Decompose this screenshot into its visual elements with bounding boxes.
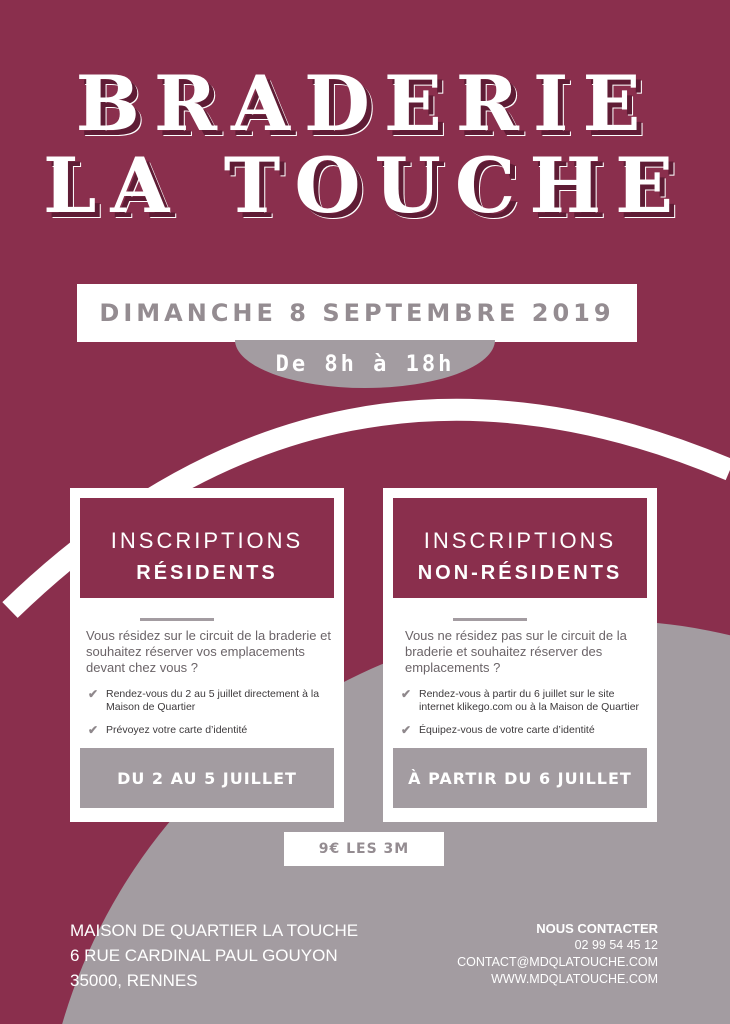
card-bullet-text: Rendez-vous du 2 au 5 juillet directement à la Maison de Quartier — [106, 688, 320, 713]
checkmark-icon: ✔ — [401, 723, 412, 737]
event-date: DIMANCHE 8 SEPTEMBRE 2019 — [99, 299, 615, 327]
card-bullet — [401, 688, 647, 714]
card-bullet — [88, 688, 334, 714]
price-text: 9€ LES 3M — [318, 841, 410, 857]
card-residents — [70, 488, 344, 822]
card-subheading: NON-RÉSIDENTS — [417, 562, 623, 584]
card-footer — [393, 748, 647, 808]
address-block — [70, 918, 358, 993]
contact-email[interactable]: CONTACT@MDQLATOUCHE.COM — [457, 955, 658, 969]
card-heading: INSCRIPTIONS — [423, 528, 617, 553]
date-banner — [77, 284, 637, 342]
card-intro-text: Vous résidez sur le circuit de la braderie et souhaitez réserver vos emplacements devant chez vous ? — [86, 628, 331, 675]
contact-title: NOUS CONTACTER — [536, 921, 658, 936]
card-header — [80, 498, 334, 598]
checkmark-icon: ✔ — [88, 687, 99, 701]
card-bullet-text: Rendez-vous à partir du 6 juillet sur le site internet klikego.com ou à la Maison de Quartier — [419, 688, 640, 713]
address-line: 6 RUE CARDINAL PAUL GOUYON — [70, 946, 338, 965]
card-non-residents — [383, 488, 657, 822]
contact-block — [457, 920, 658, 988]
title-braderie: BRADERIE — [75, 59, 655, 148]
card-footer-text: À PARTIR DU 6 JUILLET — [408, 768, 632, 788]
address-line: MAISON DE QUARTIER LA TOUCHE — [70, 921, 359, 940]
card-intro-text: Vous ne résidez pas sur le circuit de la braderie et souhaitez réserver des emplacements ? — [405, 628, 627, 675]
price-badge — [284, 832, 444, 866]
card-bullet-text: Prévoyez votre carte d’identité — [106, 724, 248, 736]
checkmark-icon: ✔ — [401, 687, 412, 701]
event-hours: De 8h à 18h — [275, 351, 455, 377]
card-footer-text: DU 2 AU 5 JUILLET — [117, 768, 297, 788]
card-bullet-text: Équipez-vous de votre carte d’identité — [419, 724, 595, 736]
card-bullet — [88, 724, 334, 737]
card-heading: INSCRIPTIONS — [110, 528, 304, 553]
contact-phone[interactable]: 02 99 54 45 12 — [574, 938, 658, 952]
checkmark-icon: ✔ — [88, 723, 99, 737]
address-line: 35000, RENNES — [70, 971, 198, 990]
contact-website[interactable]: WWW.MDQLATOUCHE.COM — [491, 972, 658, 986]
card-header — [393, 498, 647, 598]
card-divider — [140, 618, 214, 621]
card-divider — [453, 618, 527, 621]
card-subheading: RÉSIDENTS — [136, 562, 278, 584]
card-bullet — [401, 724, 647, 737]
card-footer — [80, 748, 334, 808]
title-la-touche: LA TOUCHE — [42, 141, 688, 230]
